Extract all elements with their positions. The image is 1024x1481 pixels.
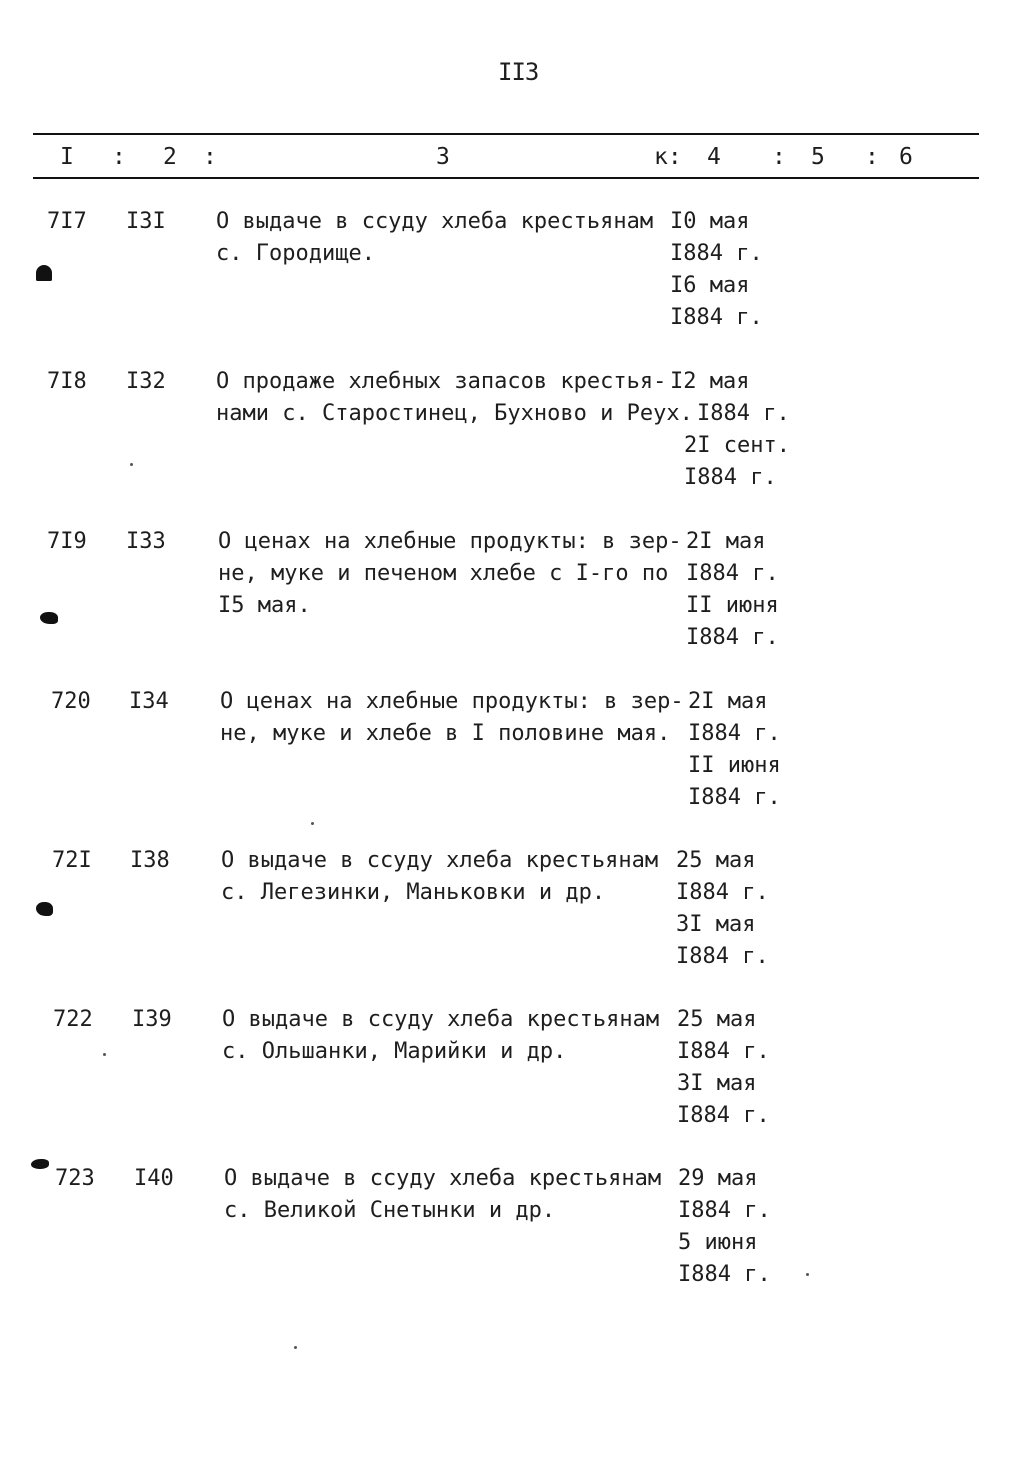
date-start-year: I884 г. xyxy=(678,1198,771,1223)
date-start: 25 мая xyxy=(676,848,756,873)
row-number: 72I xyxy=(52,848,92,873)
date-start: 2I мая xyxy=(688,689,768,714)
header-sep-4: : xyxy=(772,144,786,170)
ink-blot xyxy=(36,265,52,281)
date-start-year: I884 г. xyxy=(697,401,790,426)
header-sep-5: : xyxy=(865,144,879,170)
scan-speck xyxy=(130,463,133,466)
date-end: 5 июня xyxy=(678,1230,758,1255)
row-title: О ценах на хлебные продукты: в зер- не, муке и хлебе в I половине мая. xyxy=(220,689,684,746)
date-start-year: I884 г. xyxy=(677,1039,770,1064)
row-code: I3I xyxy=(126,209,166,234)
date-end-year: I884 г. xyxy=(684,465,777,490)
row-title: О выдаче в ссуду хлеба крестьянам с. Легезинки, Маньковки и др. xyxy=(221,848,659,905)
date-end: I6 мая xyxy=(670,273,750,298)
header-sep-2: : xyxy=(203,144,217,170)
row-dates xyxy=(678,1163,771,1291)
header-col-3: 3 xyxy=(436,144,450,170)
table-rule-top xyxy=(33,133,979,135)
row-code: I38 xyxy=(130,848,170,873)
date-end: 3I мая xyxy=(677,1071,757,1096)
row-dates xyxy=(670,366,790,494)
date-end: II июня xyxy=(688,753,781,778)
row-dates xyxy=(670,206,763,334)
table-row xyxy=(0,1163,1024,1303)
row-number: 723 xyxy=(55,1166,95,1191)
row-code: I32 xyxy=(126,369,166,394)
date-end-year: I884 г. xyxy=(670,305,763,330)
date-start: 25 мая xyxy=(677,1007,757,1032)
date-end: 2I сент. xyxy=(684,433,790,458)
table-row xyxy=(0,686,1024,826)
header-col-1: I xyxy=(60,144,74,170)
date-end: II июня xyxy=(686,593,779,618)
date-start-year: I884 г. xyxy=(686,561,779,586)
scan-speck xyxy=(294,1346,297,1349)
row-title: О продаже хлебных запасов крестья- нами с. Старостинец, Бухново и Реух. xyxy=(216,369,693,426)
header-col-4-prefix: к: xyxy=(654,144,682,170)
date-end-year: I884 г. xyxy=(676,944,769,969)
date-end-year: I884 г. xyxy=(678,1262,771,1287)
date-start-year: I884 г. xyxy=(670,241,763,266)
table-row xyxy=(0,366,1024,506)
date-start: I0 мая xyxy=(670,209,750,234)
header-col-5: 5 xyxy=(811,144,825,170)
row-title: О выдаче в ссуду хлеба крестьянам с. Ольшанки, Марийки и др. xyxy=(222,1007,660,1064)
ink-blot xyxy=(31,1159,49,1169)
table-row xyxy=(0,1004,1024,1144)
row-code: I33 xyxy=(126,529,166,554)
date-start: 2I мая xyxy=(686,529,766,554)
header-sep-1: : xyxy=(112,144,126,170)
row-dates xyxy=(688,686,781,814)
table-row xyxy=(0,526,1024,666)
scan-speck xyxy=(103,1053,106,1056)
row-dates xyxy=(676,845,769,973)
row-title: О выдаче в ссуду хлеба крестьянам с. Городище. xyxy=(216,209,654,266)
date-start-year: I884 г. xyxy=(688,721,781,746)
date-end-year: I884 г. xyxy=(677,1103,770,1128)
row-code: I40 xyxy=(134,1166,174,1191)
row-code: I39 xyxy=(132,1007,172,1032)
row-title: О выдаче в ссуду хлеба крестьянам с. Великой Снетынки и др. xyxy=(224,1166,662,1223)
header-col-4: 4 xyxy=(707,144,721,170)
table-row xyxy=(0,206,1024,346)
table-row xyxy=(0,845,1024,985)
page-number: II3 xyxy=(498,58,539,86)
header-col-6: 6 xyxy=(899,144,913,170)
date-start: 29 мая xyxy=(678,1166,758,1191)
ink-blot xyxy=(40,612,58,624)
date-end-year: I884 г. xyxy=(686,625,779,650)
row-title: О ценах на хлебные продукты: в зер- не, муке и печеном хлебе с I-го по I5 мая. xyxy=(218,529,682,618)
scan-speck xyxy=(806,1273,809,1276)
row-code: I34 xyxy=(129,689,169,714)
row-dates xyxy=(686,526,779,654)
row-dates xyxy=(677,1004,770,1132)
header-col-2: 2 xyxy=(163,144,177,170)
date-start: I2 мая xyxy=(670,369,750,394)
row-number: 7I7 xyxy=(47,209,87,234)
date-end-year: I884 г. xyxy=(688,785,781,810)
row-number: 722 xyxy=(53,1007,93,1032)
row-number: 7I8 xyxy=(47,369,87,394)
table-rule-bottom xyxy=(33,177,979,179)
row-number: 720 xyxy=(51,689,91,714)
date-end: 3I мая xyxy=(676,912,756,937)
scan-speck xyxy=(311,822,314,825)
date-start-year: I884 г. xyxy=(676,880,769,905)
row-number: 7I9 xyxy=(47,529,87,554)
ink-blot xyxy=(36,902,53,916)
